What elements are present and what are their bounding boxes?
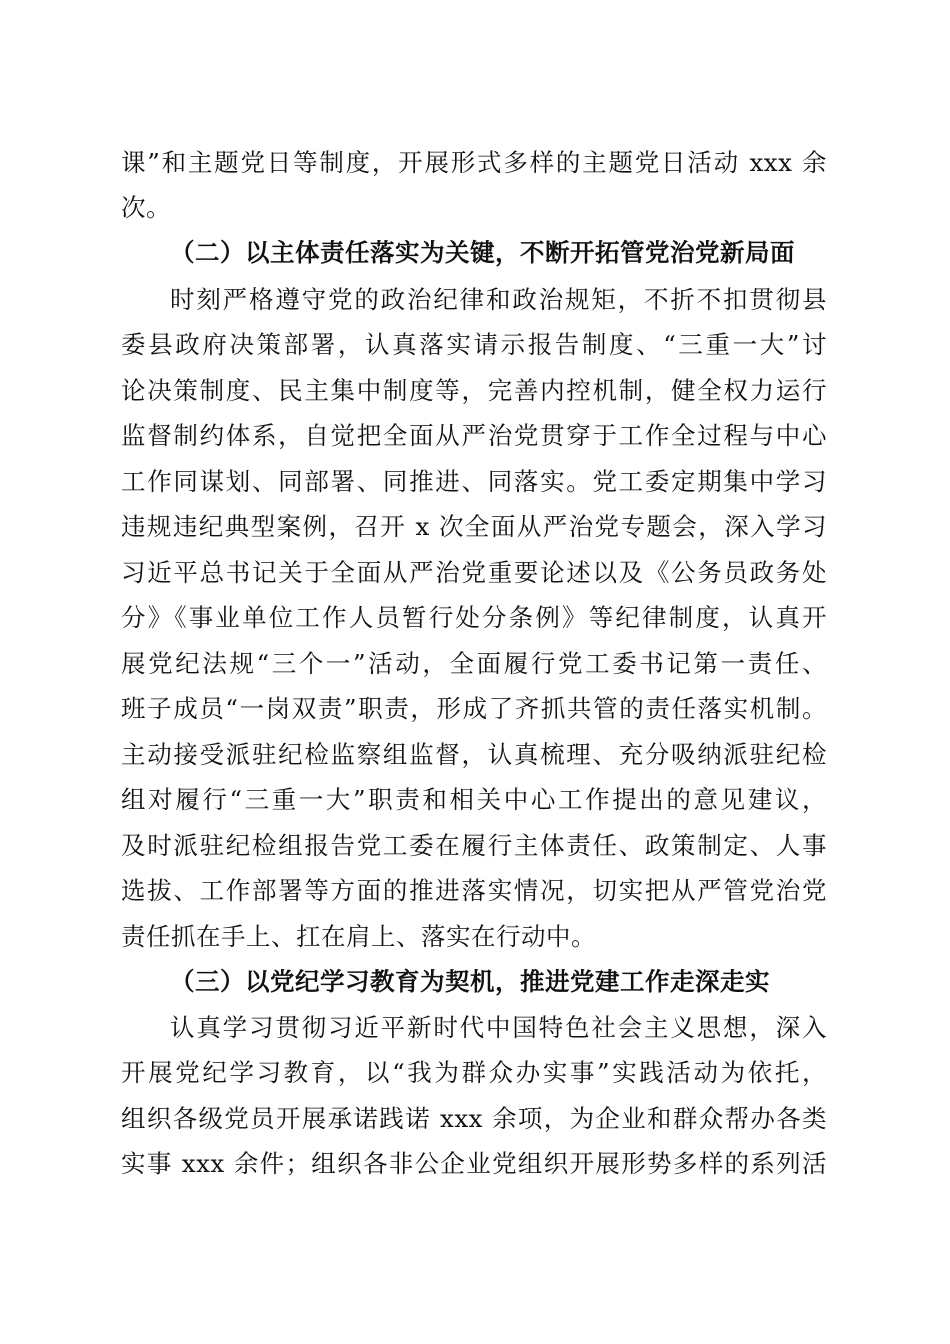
para2-line-15: 责任抓在手上、扛在肩上、落实在行动中。 (121, 922, 596, 951)
para2-line-2: 委县政府决策部署，认真落实请示报告制度、“三重一大”讨 (121, 330, 827, 359)
para3-line-4: 实事 xxx 余件；组织各非公企业党组织开展形势多样的系列活 (121, 1149, 827, 1178)
para2-line-9: 展党纪法规“三个一”活动，全面履行党工委书记第一责任、 (121, 649, 827, 678)
para2-line-6: 违规违纪典型案例，召开 x 次全面从严治党专题会，深入学习 (121, 512, 827, 541)
para3-line-2: 开展党纪学习教育，以“我为群众办实事”实践活动为依托， (121, 1058, 827, 1087)
para2-line-10: 班子成员“一岗双责”职责，形成了齐抓共管的责任落实机制。 (121, 694, 827, 723)
section-heading-2: （二）以主体责任落实为关键，不断开拓管党治党新局面 (170, 238, 795, 267)
para2-line-12: 组对履行“三重一大”职责和相关中心工作提出的意见建议， (121, 785, 827, 814)
para2-line-3: 论决策制度、民主集中制度等，完善内控机制，健全权力运行 (121, 376, 827, 405)
para2-line-8: 分》《事业单位工作人员暂行处分条例》等纪律制度，认真开 (121, 603, 827, 632)
para2-line-5: 工作同谋划、同部署、同推进、同落实。党工委定期集中学习 (121, 467, 827, 496)
section-heading-3: （三）以党纪学习教育为契机，推进党建工作走深走实 (170, 967, 770, 996)
para1-line-2: 次。 (121, 193, 171, 222)
para2-line-11: 主动接受派驻纪检监察组监督，认真梳理、充分吸纳派驻纪检 (121, 740, 827, 769)
para3-line-1: 认真学习贯彻习近平新时代中国特色社会主义思想，深入 (170, 1013, 827, 1042)
para2-line-4: 监督制约体系，自觉把全面从严治党贯穿于工作全过程与中心 (121, 421, 827, 450)
para2-line-7: 习近平总书记关于全面从严治党重要论述以及《公务员政务处 (121, 558, 827, 587)
para1-line-1: 课”和主题党日等制度，开展形式多样的主题党日活动 xxx 余 (121, 148, 827, 177)
para2-line-14: 选拔、工作部署等方面的推进落实情况，切实把从严管党治党 (121, 876, 827, 905)
para2-line-1: 时刻严格遵守党的政治纪律和政治规矩，不折不扣贯彻县 (170, 285, 827, 314)
para2-line-13: 及时派驻纪检组报告党工委在履行主体责任、政策制定、人事 (121, 831, 827, 860)
para3-line-3: 组织各级党员开展承诺践诺 xxx 余项，为企业和群众帮办各类 (121, 1104, 827, 1133)
